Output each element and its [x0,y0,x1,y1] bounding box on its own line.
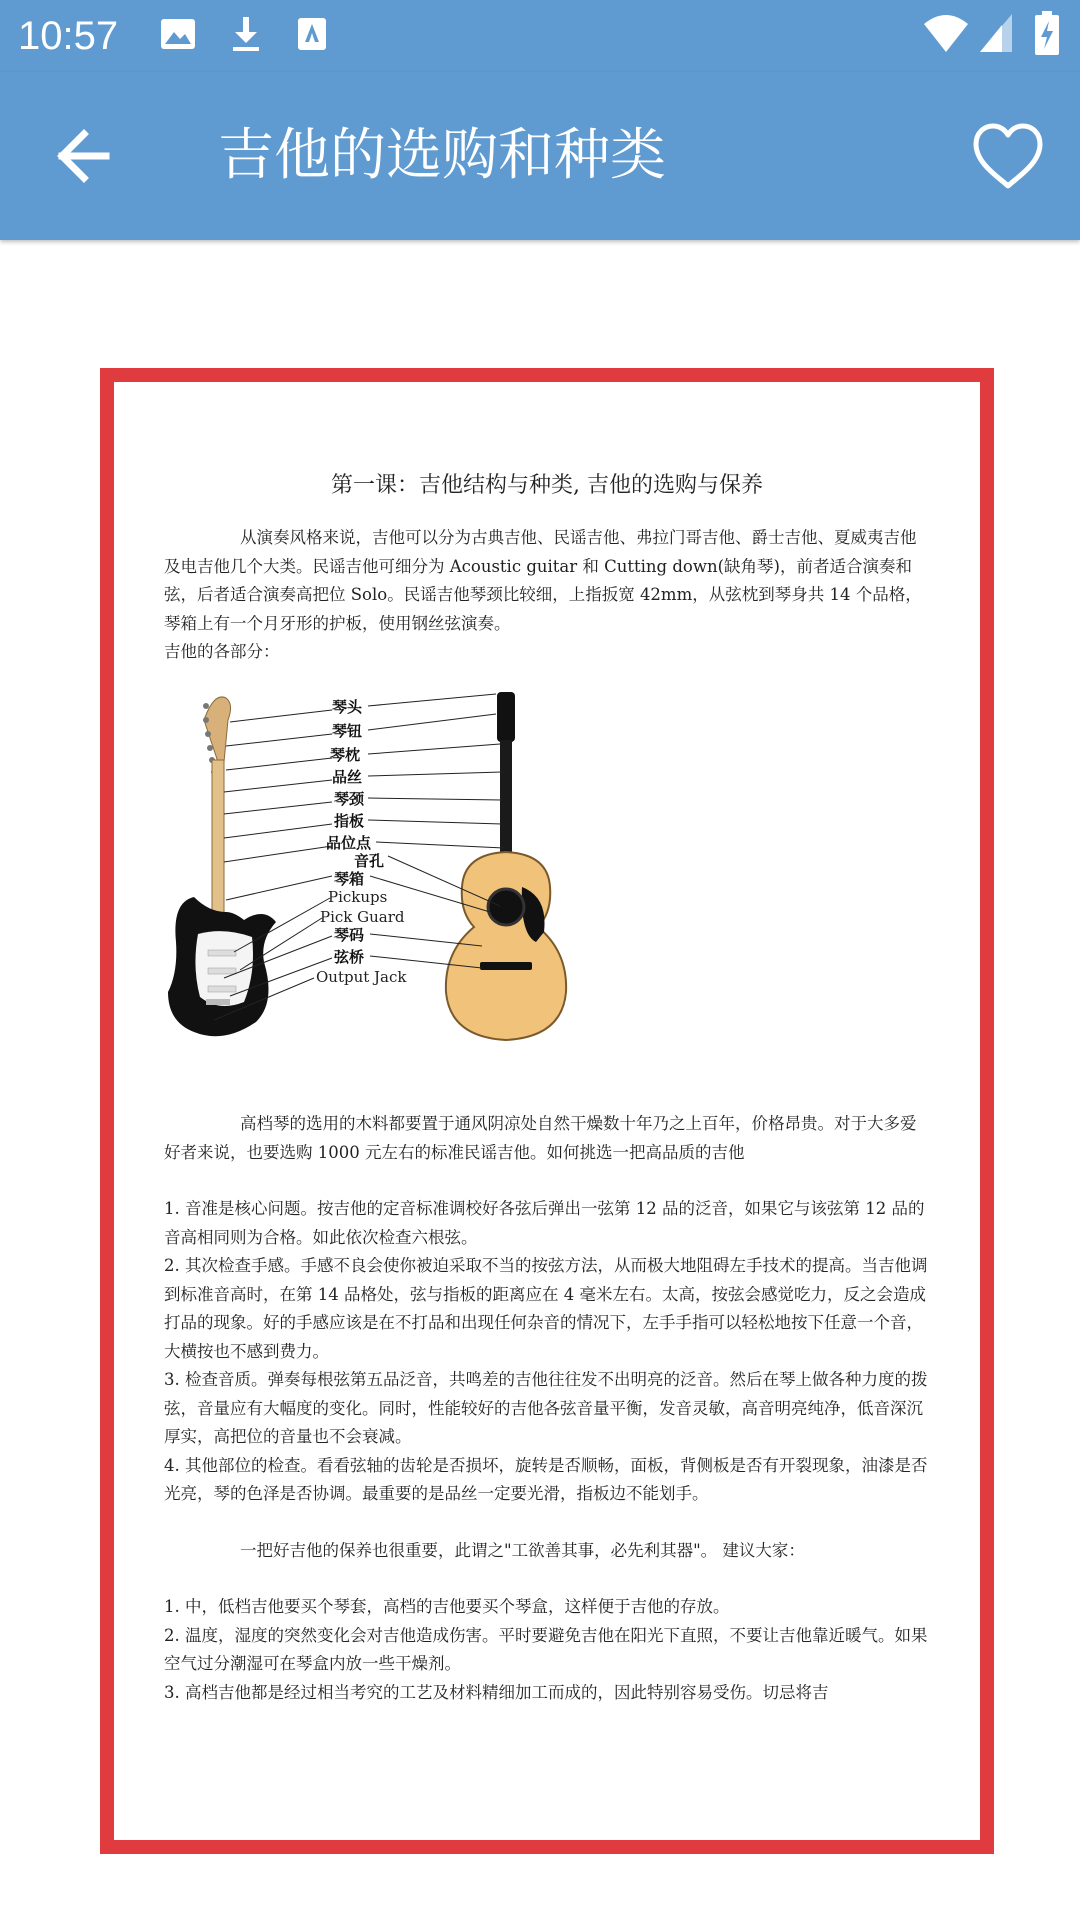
wifi-icon [922,12,970,56]
label-neck: 琴颈 [334,790,365,808]
favorite-button[interactable] [964,112,1052,200]
selection-point: 3. 检查音质。弹奏每根弦第五品泛音，共鸣差的吉他往往发不出明亮的泛音。然后在琴上做各种力度的拨弦，音量应有大幅度的变化。同时，性能较好的吉他各弦音量平衡，发音灵敏，高音明亮纯净，低音深沉厚实，高把位的音量也不会衰减。 [164,1370,928,1446]
image-icon [158,14,198,54]
selection-point: 4. 其他部位的检查。看看弦轴的齿轮是否损坏，旋转是否顺畅，面板，背侧板是否有开裂现象，油漆是否光亮，琴的色泽是否协调。最重要的是品丝一定要光滑，指板边不能划手。 [164,1455,928,1503]
battery-charging-icon [1034,10,1060,56]
label-fingerboard: 指板 [334,812,365,830]
label-output-jack: Output Jack [316,968,407,986]
acoustic-guitar-illustration [446,692,566,1040]
document-page[interactable] [100,368,994,1854]
label-headstock: 琴头 [332,698,363,716]
selection-intro: 高档琴的选用的木料都要置于通风阴凉处自然干燥数十年乃之上百年，价格昂贵。对于大多爱好者来说，也要选购 1000 元左右的标准民谣吉他。如何挑选一把高品质的吉他 [164,1114,917,1162]
signal-icon [978,12,1014,54]
intro-section [164,524,930,667]
intro-paragraph: 从演奏风格来说，吉他可以分为古典吉他、民谣吉他、弗拉门哥吉他、爵士吉他、夏威夷吉他及电吉他几个大类。民谣吉他可细分为 Acoustic guitar 和 Cutting down(缺角琴)，前者适合演奏和弦，后者适合演奏高把位 Solo。民谣吉他琴颈比较细，上指扳宽 42mm，从弦枕到琴身共 14 个品格，琴箱上有一个月牙形的护板，使用钢丝弦演奏。 [164,528,922,633]
back-button[interactable] [40,112,128,200]
care-intro: 一把好吉他的保养也很重要，此谓之"工欲善其事，必先利其器"。 建议大家： [240,1540,805,1560]
guitar-parts-figure [164,672,684,1092]
heart-outline-icon [964,112,1052,200]
download-icon [226,14,266,54]
label-sound-hole: 音孔 [354,852,385,870]
status-bar [0,0,1080,72]
parts-caption: 吉他的各部分： [164,642,280,661]
care-point: 1. 中，低档吉他要买个琴套，高档的吉他要买个琴盒，这样便于吉他的存放。 [164,1597,730,1616]
arrow-back-icon [40,112,128,200]
care-point: 2. 温度，湿度的突然变化会对吉他造成伤害。平时要避免吉他在阳光下直照，不要让吉他靠近暖气。如果空气过分潮湿可在琴盒内放一些干燥剂。 [164,1625,928,1673]
label-pickups: Pickups [328,888,388,906]
label-nut: 琴枕 [330,746,361,764]
label-tuners: 琴钮 [332,722,363,740]
label-frets: 品丝 [332,768,363,786]
document-title: 第一课：吉他结构与种类, 吉他的选购与保养 [331,473,763,498]
label-bridge: 弦桥 [334,948,365,966]
label-fret-markers: 品位点 [326,834,372,852]
label-saddle: 琴码 [334,926,365,944]
label-body: 琴箱 [334,870,365,888]
selection-point: 1. 音准是核心问题。按吉他的定音标准调校好各弦后弹出一弦第 12 品的泛音，如果它与该弦第 12 品的音高相同则为合格。如此依次检查六根弦。 [164,1199,925,1247]
selection-section [164,1110,930,1707]
selection-point: 2. 其次检查手感。手感不良会使你被迫采取不当的按弦方法，从而极大地阻碍左手技术的提高。当吉他调到标准音高时，在第 14 品格处，弦与指板的距离应在 4 毫米左右。太高，按弦会感觉吃力，反之会造成打品的现象。好的手感应该是在不打品和出现任何杂音的情况下，左手手指可以轻松地按下任意一个音，大横按也不感到费力。 [164,1256,928,1361]
app-bar [0,72,1080,240]
status-time: 10:57 [18,14,119,58]
care-point: 3. 高档吉他都是经过相当考究的工艺及材料精细加工而成的，因此特别容易受伤。切忌将吉 [164,1682,829,1702]
label-pick-guard: Pick Guard [320,908,405,926]
page-title: 吉他的选购和种类 [218,123,666,188]
font-icon [292,14,332,54]
